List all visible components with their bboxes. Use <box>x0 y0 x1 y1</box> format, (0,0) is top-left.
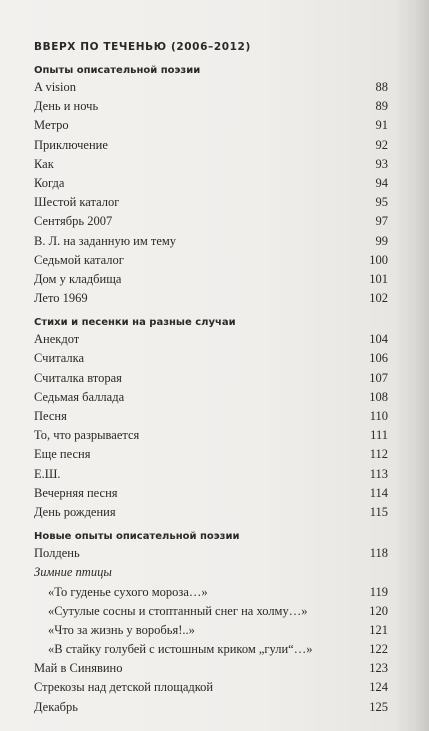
entry-title: Считалка <box>34 351 85 366</box>
entry-title: Приключение <box>34 137 108 152</box>
section-title: Стихи и песенки на разные случаи <box>34 317 236 329</box>
entry-title: В. Л. на заданную им тему <box>34 233 177 248</box>
entry-page: 108 <box>369 389 388 404</box>
entry-page: 124 <box>369 680 388 695</box>
entry-title: Дом у кладбища <box>34 271 122 286</box>
toc-group-heading[interactable] <box>34 563 388 582</box>
toc-entry[interactable] <box>34 484 388 503</box>
entry-page: 95 <box>375 195 388 210</box>
entry-title: Метро <box>34 118 69 133</box>
entry-title: Седьмой каталог <box>34 252 124 267</box>
section-title: Опыты описательной поэзии <box>34 65 201 76</box>
entry-title: «В стайку голубей с истошным криком „гули“…» <box>48 642 313 657</box>
entry-page: 110 <box>369 409 388 423</box>
entry-title: Полдень <box>34 546 80 561</box>
toc-entry[interactable] <box>34 116 388 135</box>
entry-title: Анекдот <box>34 332 80 347</box>
entry-title: «Что за жизнь у воробья!..» <box>48 622 195 637</box>
entry-title: Считалка вторая <box>34 370 122 385</box>
entry-page: 120 <box>369 603 388 618</box>
entry-page: 102 <box>369 291 388 306</box>
entry-title: Вечерняя песня <box>34 485 118 500</box>
entry-page: 123 <box>369 661 388 676</box>
toc-entry[interactable] <box>34 174 388 193</box>
entry-page: 88 <box>375 80 388 94</box>
entry-page: 89 <box>375 99 388 114</box>
section-gap <box>34 308 388 316</box>
toc-entry[interactable] <box>34 426 388 445</box>
toc-sub-entry[interactable] <box>34 621 388 640</box>
toc-entry[interactable] <box>34 503 388 522</box>
section-title: Новые опыты описательной поэзии <box>34 531 240 543</box>
entry-title: День и ночь <box>34 99 99 114</box>
entry-page: 100 <box>369 252 388 267</box>
entry-page: 107 <box>369 370 388 385</box>
toc-entry[interactable] <box>34 330 388 349</box>
toc-entry[interactable] <box>34 544 388 563</box>
toc-entry[interactable] <box>34 349 388 368</box>
entry-page: 115 <box>369 504 388 519</box>
toc-entry[interactable] <box>34 369 388 388</box>
entry-page: 104 <box>369 332 388 347</box>
entry-title: A vision <box>34 80 77 94</box>
toc-entry[interactable] <box>34 97 388 116</box>
entry-page: 91 <box>375 118 388 133</box>
entry-title: То, что разрывается <box>34 428 140 443</box>
toc-entry[interactable] <box>34 659 388 678</box>
entry-page: 101 <box>369 271 388 286</box>
section-gap <box>34 522 388 530</box>
entry-title: Май в Синявино <box>34 661 123 676</box>
entry-page: 93 <box>375 156 388 171</box>
group-title: Зимние птицы <box>34 565 112 580</box>
table-of-contents <box>34 40 388 717</box>
entry-page: 97 <box>375 214 388 229</box>
entry-title: Шестой каталог <box>34 195 120 210</box>
toc-entry[interactable] <box>34 445 388 464</box>
entry-title: Когда <box>34 175 65 190</box>
entry-page: 113 <box>369 466 388 481</box>
entry-title: «Сутулые сосны и стоптанный снег на холму…» <box>48 603 308 618</box>
entry-page: 118 <box>369 546 388 561</box>
toc-entry[interactable] <box>34 407 388 426</box>
entry-page: 99 <box>375 233 388 248</box>
entry-page: 111 <box>370 428 388 443</box>
toc-entry[interactable] <box>34 465 388 484</box>
toc-entry[interactable] <box>34 698 388 717</box>
toc-entry[interactable] <box>34 251 388 270</box>
entry-page: 121 <box>369 622 388 637</box>
toc-sub-entry[interactable] <box>34 640 388 659</box>
entry-page: 112 <box>369 447 388 462</box>
toc-sub-entry[interactable] <box>34 583 388 602</box>
entry-title: Как <box>34 156 54 171</box>
entry-title: Декабрь <box>34 699 78 714</box>
toc-entry[interactable] <box>34 78 388 97</box>
toc-entry[interactable] <box>34 678 388 697</box>
toc-entry[interactable] <box>34 136 388 155</box>
entry-page: 125 <box>369 699 388 714</box>
entry-title: Стрекозы над детской площадкой <box>34 680 214 695</box>
toc-sub-entry[interactable] <box>34 602 388 621</box>
entry-title: Еще песня <box>34 447 91 462</box>
entry-page: 106 <box>369 351 388 366</box>
toc-entry[interactable] <box>34 155 388 174</box>
entry-title: День рождения <box>34 504 116 519</box>
entry-title: Е.Ш. <box>34 466 61 481</box>
entry-page: 119 <box>369 584 388 599</box>
entry-title: Песня <box>34 409 67 423</box>
entry-page: 114 <box>369 485 388 500</box>
part-title: ВВЕРХ ПО ТЕЧЕНЬЮ (2006–2012) <box>34 41 251 53</box>
entry-page: 94 <box>375 175 388 190</box>
toc-entry[interactable] <box>34 212 388 231</box>
toc-entry[interactable] <box>34 289 388 308</box>
toc-entry[interactable] <box>34 232 388 251</box>
entry-title: Лето 1969 <box>34 291 88 306</box>
entry-page: 92 <box>375 137 388 152</box>
entry-title: Седьмая баллада <box>34 389 125 404</box>
entry-page: 122 <box>369 642 388 657</box>
entry-title: Сентябрь 2007 <box>34 214 113 229</box>
toc-entry[interactable] <box>34 388 388 407</box>
entry-title: «То гуденье сухого мороза…» <box>48 584 208 599</box>
toc-entry[interactable] <box>34 270 388 289</box>
toc-entry[interactable] <box>34 193 388 212</box>
